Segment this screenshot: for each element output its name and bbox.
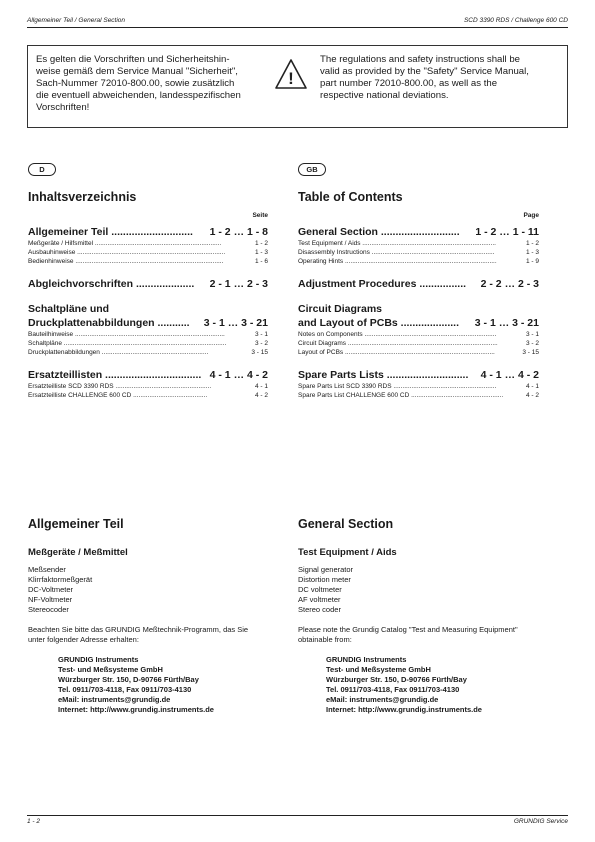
toc-item-label: Druckplattenabbildungen ........................................................... <box>28 349 209 356</box>
list-item: Distortion meter <box>298 575 351 584</box>
catalog-note-de <box>28 625 270 645</box>
toc-item-page: 1 - 2 <box>254 240 268 247</box>
header-left: Allgemeiner Teil / General Section <box>27 17 126 24</box>
notice-de-line: Sach-Nummer 72010-800.00, sowie zusätzlich <box>36 78 235 89</box>
general-subtitle-de: Meßgeräte / Meßmittel <box>28 547 128 558</box>
toc-section-pages: 1 - 2 … 1 - 11 <box>475 226 539 238</box>
list-item: Klirrfaktormeßgerät <box>28 575 93 584</box>
toc-item-label: Bedienhinweise .................................................................................. <box>28 258 224 265</box>
toc-item-page: 3 - 15 <box>251 349 268 356</box>
footer-brand: GRUNDIG Service <box>513 818 568 825</box>
list-item: NF-Voltmeter <box>28 595 73 604</box>
address-line: GRUNDIG Instruments <box>58 655 139 664</box>
toc-item-label: Notes on Components ......................................................................... <box>298 331 497 338</box>
address-line: Internet: http://www.grundig.instruments.de <box>326 705 482 714</box>
toc-item-label: Test Equipment / Aids .......................................................................... <box>298 240 496 247</box>
notice-en-line: respective national deviations. <box>320 90 449 101</box>
warning-triangle-icon <box>274 58 308 90</box>
toc-title-de: Inhaltsverzeichnis <box>28 190 137 204</box>
toc-item-page: 1 - 3 <box>525 249 539 256</box>
warning-symbol: ! <box>288 69 294 88</box>
toc-item-label: Disassembly Instructions .................................................................... <box>298 249 495 256</box>
para-line: unter folgender Adresse erhalten: <box>28 635 139 644</box>
toc-section-title: and Layout of PCBs .................... <box>298 317 460 329</box>
footer-rule <box>27 815 568 816</box>
address-line: eMail: instruments@grundig.de <box>326 695 439 704</box>
toc-section-pages: 3 - 1 … 3 - 21 <box>474 317 539 329</box>
toc-section-pages: 3 - 1 … 3 - 21 <box>203 317 268 329</box>
toc-item-page: 3 - 1 <box>254 331 268 338</box>
toc-section-pages: 4 - 1 … 4 - 2 <box>209 369 268 381</box>
toc-section-title: General Section ........................... <box>298 226 460 238</box>
notice-text-de <box>36 54 248 114</box>
toc-item-page: 3 - 15 <box>522 349 539 356</box>
address-line: Tel. 0911/703-4118, Fax 0911/703-4130 <box>58 685 192 694</box>
list-item: DC-Voltmeter <box>28 585 74 594</box>
safety-notice-box <box>27 45 568 128</box>
address-line: GRUNDIG Instruments <box>326 655 407 664</box>
toc-section-title: Adjustment Procedures ................ <box>298 278 467 290</box>
toc-item-page: 3 - 2 <box>525 340 539 347</box>
page-column-label-de: Seite <box>252 212 268 219</box>
toc-section-title: Abgleichvorschriften .................... <box>28 278 195 290</box>
toc-section-pages: 2 - 1 … 2 - 3 <box>209 278 268 290</box>
toc-item-page: 1 - 3 <box>254 249 268 256</box>
toc-item-label: Bauteilhinweise ................................................................................... <box>28 331 225 338</box>
equipment-list-gb <box>298 565 353 615</box>
notice-en-line: valid as provided by the "Safety" Service Manual, <box>320 66 529 77</box>
general-title-gb: General Section <box>298 517 394 531</box>
list-item: Stereocoder <box>28 605 69 614</box>
notice-de-line: Es gelten die Vorschriften und Sicherheitshin- <box>36 54 230 65</box>
equipment-list-de <box>28 565 92 615</box>
para-line: Beachten Sie bitte das GRUNDIG Meßtechnik-Programm, das Sie <box>28 625 249 634</box>
header-rule <box>27 27 568 28</box>
list-item: DC voltmeter <box>298 585 342 594</box>
toc-item-page: 1 - 9 <box>525 258 539 265</box>
toc-item-page: 4 - 1 <box>254 383 268 390</box>
general-title-de: Allgemeiner Teil <box>28 517 124 531</box>
toc-item-page: 3 - 1 <box>525 331 539 338</box>
toc-section-title-line1: Circuit Diagrams <box>298 303 383 315</box>
toc-item-page: 4 - 2 <box>525 392 539 399</box>
address-line: Test- und Meßsysteme GmbH <box>326 665 431 674</box>
toc-item-label: Spare Parts List CHALLENGE 600 CD ................................................... <box>298 392 504 399</box>
address-line: Internet: http://www.grundig.instruments.de <box>58 705 214 714</box>
toc-item-page: 4 - 2 <box>254 392 268 399</box>
footer-page-number: 1 - 2 <box>27 818 41 825</box>
address-block-de <box>58 655 214 715</box>
language-badge-de: D <box>28 163 56 176</box>
notice-de-line: Vorschriften! <box>36 102 90 113</box>
toc-section-title: Spare Parts Lists ............................ <box>298 369 469 381</box>
toc-section-title: Druckplattenabbildungen ........... <box>28 317 190 329</box>
address-line: Würzburger Str. 150, D-90766 Fürth/Bay <box>326 675 467 684</box>
address-block-gb <box>326 655 482 715</box>
toc-item-label: Circuit Diagrams ................................................................................... <box>298 340 498 347</box>
catalog-note-gb <box>298 625 540 645</box>
notice-de-line: weise gemäß dem Service Manual "Sicherheit", <box>36 66 238 77</box>
header-right: SCD 3390 RDS / Challenge 600 CD <box>463 17 568 24</box>
toc-item-label: Ersatzteilliste CHALLENGE 600 CD ......................................... <box>28 392 208 399</box>
toc-item-label: Ersatzteilliste SCD 3390 RDS ..................................................... <box>28 383 212 390</box>
toc-item-page: 1 - 6 <box>254 258 268 265</box>
list-item: Meßsender <box>28 565 66 574</box>
language-badge-gb: GB <box>298 163 326 176</box>
toc-section-pages: 1 - 2 … 1 - 8 <box>209 226 268 238</box>
toc-item-label: Layout of PCBs ................................................................................... <box>298 349 495 356</box>
notice-en-line: part number 72010-800.00, as well as the <box>320 78 498 89</box>
notice-text-en <box>320 54 556 102</box>
list-item: Signal generator <box>298 565 354 574</box>
toc-item-page: 1 - 2 <box>525 240 539 247</box>
toc-item-label: Meßgeräte / Hilfsmittel ...................................................................... <box>28 240 222 247</box>
toc-item-label: Ausbauhinweise .................................................................................. <box>28 249 226 256</box>
toc-item-page: 3 - 2 <box>254 340 268 347</box>
para-line: obtainable from: <box>298 635 352 644</box>
toc-title-gb: Table of Contents <box>298 190 403 204</box>
para-line: Please note the Grundig Catalog "Test and Measuring Equipment" <box>298 625 518 634</box>
toc-item-page: 4 - 1 <box>525 383 539 390</box>
toc-section-title-line1: Schaltpläne und <box>28 303 110 315</box>
toc-item-label: Schaltpläne .......................................................................................... <box>28 340 227 347</box>
address-line: Tel. 0911/703-4118, Fax 0911/703-4130 <box>326 685 460 694</box>
toc-section-title: Allgemeiner Teil ............................ <box>28 226 193 238</box>
toc-section-pages: 2 - 2 … 2 - 3 <box>480 278 539 290</box>
toc-item-label: Spare Parts List SCD 3390 RDS ......................................................... <box>298 383 497 390</box>
list-item: Stereo coder <box>298 605 341 614</box>
toc-section-pages: 4 - 1 … 4 - 2 <box>480 369 539 381</box>
toc-item-label: Operating Hints .................................................................................... <box>298 258 497 265</box>
address-line: Test- und Meßsysteme GmbH <box>58 665 163 674</box>
general-subtitle-gb: Test Equipment / Aids <box>298 547 397 558</box>
list-item: AF voltmeter <box>298 595 341 604</box>
page-column-label-gb: Page <box>523 212 539 219</box>
notice-de-line: die eventuell abweichenden, landesspezifischen <box>36 90 241 101</box>
notice-en-line: The regulations and safety instructions shall be <box>320 54 520 65</box>
address-line: Würzburger Str. 150, D-90766 Fürth/Bay <box>58 675 199 684</box>
address-line: eMail: instruments@grundig.de <box>58 695 171 704</box>
toc-section-title: Ersatzteillisten ................................. <box>28 369 202 381</box>
